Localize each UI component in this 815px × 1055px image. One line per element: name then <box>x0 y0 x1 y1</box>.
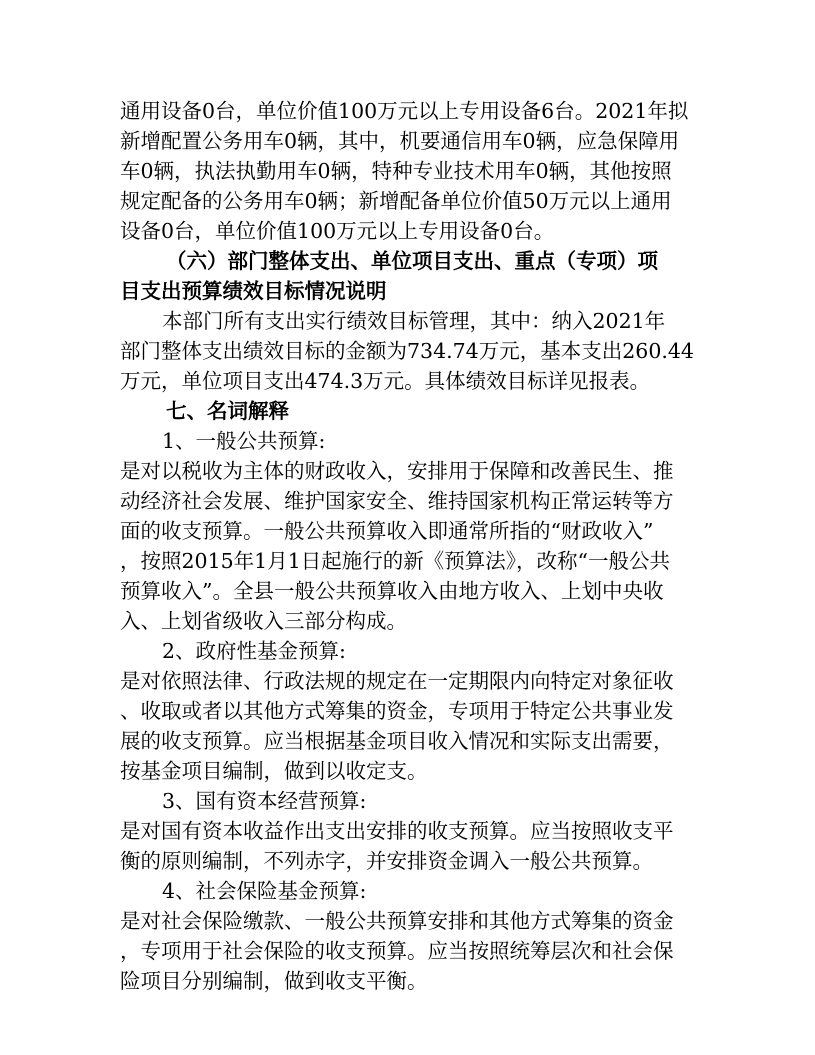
term-definition-line: 、收取或者以其他方式筹集的资金，专项用于特定公共事业发 <box>120 699 674 723</box>
paragraph-line: 万元，单位项目支出474.3万元。具体绩效目标详见报表。 <box>120 369 651 393</box>
term-definition-line: 预算收入”。全县一般公共预算收入由地方收入、上划中央收 <box>120 579 664 603</box>
section-heading-6: （六）部门整体支出、单位项目支出、重点（专项）项 <box>166 249 658 273</box>
term-definition-line: 是对国有资本收益作出支出安排的收支预算。应当按照收支平 <box>120 819 674 843</box>
section-heading-7: 七、名词解释 <box>166 399 289 423</box>
term-definition-line: 按基金项目编制，做到以收定支。 <box>120 759 428 783</box>
term-definition-line: 险项目分别编制，做到收支平衡。 <box>120 969 428 993</box>
text-line: 规定配备的公务用车0辆；新增配备单位价值50万元以上通用 <box>120 189 672 213</box>
term-definition-line: 动经济社会发展、维护国家安全、维持国家机构正常运转等方 <box>120 489 674 513</box>
term-definition-line: 展的收支预算。应当根据基金项目收入情况和实际支出需要， <box>120 729 674 753</box>
term-definition-line: 是对以税收为主体的财政收入，安排用于保障和改善民生、推 <box>120 459 674 483</box>
section-heading-6-cont: 目支出预算绩效目标情况说明 <box>120 279 387 303</box>
text-line: 设备0台，单位价值100万元以上专用设备0台。 <box>120 219 555 243</box>
term-title: 2、政府性基金预算: <box>162 639 346 663</box>
term-title: 4、社会保险基金预算: <box>162 879 367 903</box>
paragraph-line: 部门整体支出绩效目标的金额为734.74万元，基本支出260.44 <box>120 339 694 363</box>
text-line: 车0辆，执法执勤用车0辆，特种专业技术用车0辆，其他按照 <box>120 159 672 183</box>
term-definition-line: 衡的原则编制，不列赤字，并安排资金调入一般公共预算。 <box>120 849 653 873</box>
term-definition-line: ，按照2015年1月1日起施行的新《预算法》，改称“一般公共 <box>120 549 670 573</box>
term-definition-line: 面的收支预算。一般公共预算收入即通常所指的“财政收入” <box>120 519 654 543</box>
term-definition-line: 是对社会保险缴款、一般公共预算安排和其他方式筹集的资金 <box>120 909 674 933</box>
term-title: 3、国有资本经营预算: <box>162 789 367 813</box>
document-body <box>120 96 700 996</box>
term-definition-line: 入、上划省级收入三部分构成。 <box>120 609 407 633</box>
term-definition-line: 是对依照法律、行政法规的规定在一定期限内向特定对象征收 <box>120 669 674 693</box>
term-title: 1、一般公共预算: <box>162 429 326 453</box>
text-line: 新增配置公务用车0辆，其中，机要通信用车0辆，应急保障用 <box>120 129 680 153</box>
term-definition-line: ，专项用于社会保险的收支预算。应当按照统筹层次和社会保 <box>120 939 674 963</box>
paragraph-line: 本部门所有支出实行绩效目标管理，其中：纳入2021年 <box>162 309 666 333</box>
text-line: 通用设备0台，单位价值100万元以上专用设备6台。2021年拟 <box>120 99 689 123</box>
